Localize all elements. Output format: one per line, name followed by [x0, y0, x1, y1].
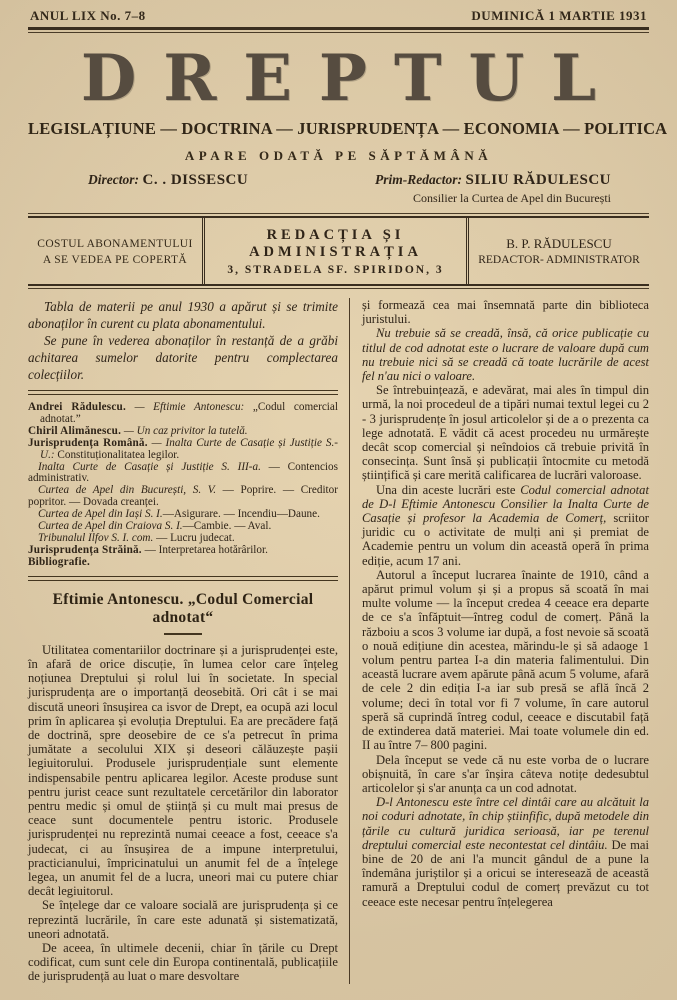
toc-entry: Andrei Rădulescu. — Eftimie Antonescu: „Codul comercial adnotat.”: [28, 401, 338, 425]
article-heading: Eftimie Antonescu. „Codul Comercial adnotat“: [52, 590, 314, 626]
info-bar: [28, 218, 649, 284]
administrator-name: B. P. RĂDULESCU: [506, 235, 612, 251]
toc-entry: Inalta Curte de Casație și Justiție S. III-a. — Contencios administrativ.: [28, 460, 338, 485]
paragraph: De aceea, în ultimele decenii, chiar în țările cu Drept codificat, cum sunt cele din Europa continentală, publicațiile de jurisprudență au luat o mare desvoltare: [28, 940, 338, 984]
paragraph: Se înțelege dar ce valoare socială are jurisprudența și ce reprezintă lucrările, în care este adunată și sistematizată, uneori adnotată.: [28, 898, 338, 941]
subscriber-notice: [28, 298, 338, 383]
paragraph: Dela început se vede că nu este vorba de o lucrare obișnuită, în care s'ar înșira câteva notițe dedesubtul articolelor și s'ar anunța ca un cod adnotat.: [362, 752, 649, 795]
toc-entry: Jurisprudența Română. — Inalta Curte de Casație și Justiție S.-U.: Constituționalitatea legilor.: [28, 436, 338, 461]
editor-name: SILIU RĂDULESCU: [465, 172, 611, 188]
redaction-title: REDACȚIA ȘI ADMINISTRAȚIA: [249, 227, 422, 260]
editor-line: [375, 172, 611, 206]
table-of-contents: [28, 402, 338, 569]
toc-entry: Curtea de Apel din Craiova S. I.—Cambie. — Aval.: [38, 520, 272, 533]
heading-dash: [164, 633, 202, 635]
toc-entry: Jurisprudența Străină. — Interpretarea hotărârilor.: [28, 543, 268, 556]
toc-entry: Curtea de Apel din Iași S. I.—Asigurare. — Incendiu—Daune.: [38, 508, 320, 521]
paragraph: D-l Antonescu este între cel dintâi care au alcătuit la noi coduri adnotate, în chip știinfific, după metodele din țările cu cultură juridica serioasă, iar pe terenul dreptului comercial este necontestat cel dintâiu. De mai bine de 20 de ani l'a muncit gândul de a pune la îndemâna juriștilor și a oricui se interesează de această ramură a Dreptului codul de comerț prevăzut cu tot ceeace este necesar pentru înțelegerea: [362, 795, 649, 909]
toc-entry: Tribunalul Ilfov S. I. com. — Lucru judecat.: [38, 531, 235, 544]
notice-paragraph: Tabla de materii pe anul 1930 a apărut și se trimite abonaților în curent cu plata abonamentului.: [28, 299, 338, 331]
staff-row: [28, 164, 649, 206]
issue-date: DUMINICĂ 1 MARTIE 1931: [471, 8, 647, 23]
administrator-role: REDACTOR- ADMINISTRATOR: [478, 253, 640, 266]
body-columns: [28, 298, 649, 984]
section-divider: [28, 390, 338, 395]
director-line: [88, 172, 248, 206]
toc-entry: Chiril Alimănescu. — Un caz privitor la tutelă.: [28, 424, 248, 437]
subscription-line2: A SE VEDEA PE COPERTĂ: [42, 253, 188, 266]
notice-paragraph: Se pune în vederea abonaților în restanță de a grăbi achitarea sumelor datorite pentru complectarea colecțiilor.: [28, 333, 338, 382]
editor-title: Consilier la Curtea de Apel din București: [413, 191, 611, 205]
article-text-left: [28, 643, 338, 984]
info-cell-subscription: [28, 218, 202, 284]
paragraph: Una din aceste lucrări este Codul comercial adnotat de D-l Eftimie Antonescu Consilier la Inalta Curte de Casație și profesor la Academia de Comerț, scriitor juridic cu o activitate de mulți ani și premiat de Academie pentru un volum din această operă în prima ediție, acum 17 ani.: [362, 482, 649, 568]
right-column: [350, 298, 649, 984]
issue-number: ANUL LIX No. 7–8: [30, 8, 146, 23]
toc-entry: Curtea de Apel din București, S. V. — Poprire. — Creditor popritor. — Dovada creanței.: [28, 484, 338, 509]
masthead-subtitle: LEGISLAȚIUNE — DOCTRINA — JURISPRUDENȚA — ECONOMIA — POLITICA: [28, 119, 668, 138]
redaction-address: 3, STRADELA SF. SPIRIDON, 3: [227, 264, 444, 276]
top-divider: [28, 27, 649, 33]
paragraph: Utilitatea comentariilor doctrinare și a jurisprudenței este, în afară de orice discuție, în lumea celor care înțeleg noțiunea Dreptului și rolul lui în societate. In special jurisprudența are o importanță deosebită. Ori cât i se mai discută uneori însușirea ca isvor de Drept, ea ocupă azi locul prim în aplicarea și evoluția Dreptului. Ea are precădere față de doctrină, spre deosebire de ce s'a petrecut în prima jumătate a secolului XIX și deseori călăuzește pașii legiuitorului. Produsele jurisprudențiale sunt elemente indispensabile pentru aplicarea legilor. Aceste produse sunt pentru jurist ceace sunt rezultatele cercetărilor din laborator pentru medic și omul de știință și cu mult mai presus de ceace sunt documentele pentru istoric. Produsele jurisprudenței nu reprezintă numai ceeace a fost, ceeace s'a judecat, ci au însușirea de a impune interpretului, practicianului, împricinatului un anumit fel de a înțelege legea, un anumit fel de a lucra, uneori mai cu putere chiar decât legiuitorul.: [28, 642, 338, 899]
editor-label: Prim-Redactor:: [375, 172, 463, 187]
masthead-topline: [28, 6, 649, 24]
left-column: [28, 298, 350, 984]
paragraph: Autorul a început lucrarea înainte de 1910, când a apărut primul volum și și a propus să scoată în mai multe volume — la început credea 4 ceeace era departe de ce s'a înfăptuit—întreg codul de comerț. Până la războiu a scos 3 volume iar după, a fost nevoie să scoată o nouă edițiune din acestea, mărindu-le și să adaoge 1 volum pentru partea I-a din materia falimentului. Din această lucrare avem apărute până acum 5 volume, afară de cele 2 din ediția I-a iar sub presă se află încă 2 volume; deci în total vor fi 7 volume, în care autorul speră să cuprindă întreg codul, ceeace e discutabil față de extinderea dată materiei. Mai toate volumele din ed. II au între 7– 800 pagini.: [362, 567, 649, 753]
paragraph: Se întrebuințează, e adevărat, mai ales în timpul din urmă, la noi procedeul de a tipări numai textul legei cu 2 - 3 jurisprudențe în josul articolelor și de a o prezenta ca lege adnotată. E vădit că acest procedeu nu urmărește decât scop comercial și neîndoios că trebuie privită în consecința. Sunt însă și publicații întocmite cu metodă științifică și care merită calificarea de lucrări valoroase.: [362, 383, 649, 483]
paragraph: și formează cea mai însemnată parte din biblioteca juristului.: [362, 298, 649, 327]
infobar-bottom-divider: [28, 284, 649, 289]
director-label: Director:: [88, 172, 139, 187]
masthead-title: DREPTUL: [80, 41, 624, 116]
toc-entry: Bibliografie.: [28, 555, 90, 568]
paragraph: Nu trebuie să se creadă, însă, că orice publicație cu titlul de cod adnotat este o lucrare de valoare după cum nu trebuie nici să se creadă că toate lucrările de acest fel n'au nici o valoare.: [362, 326, 649, 384]
info-cell-administrator: [466, 218, 649, 284]
section-divider: [28, 576, 338, 581]
director-name: C. . DISSESCU: [142, 172, 249, 188]
subscription-line1: COSTUL ABONAMENTULUI: [37, 237, 193, 250]
info-cell-address: [202, 218, 466, 284]
article-text-right: [362, 298, 649, 909]
frequency-line: APARE ODATĂ PE SĂPTĂMÂNĂ: [184, 148, 493, 163]
